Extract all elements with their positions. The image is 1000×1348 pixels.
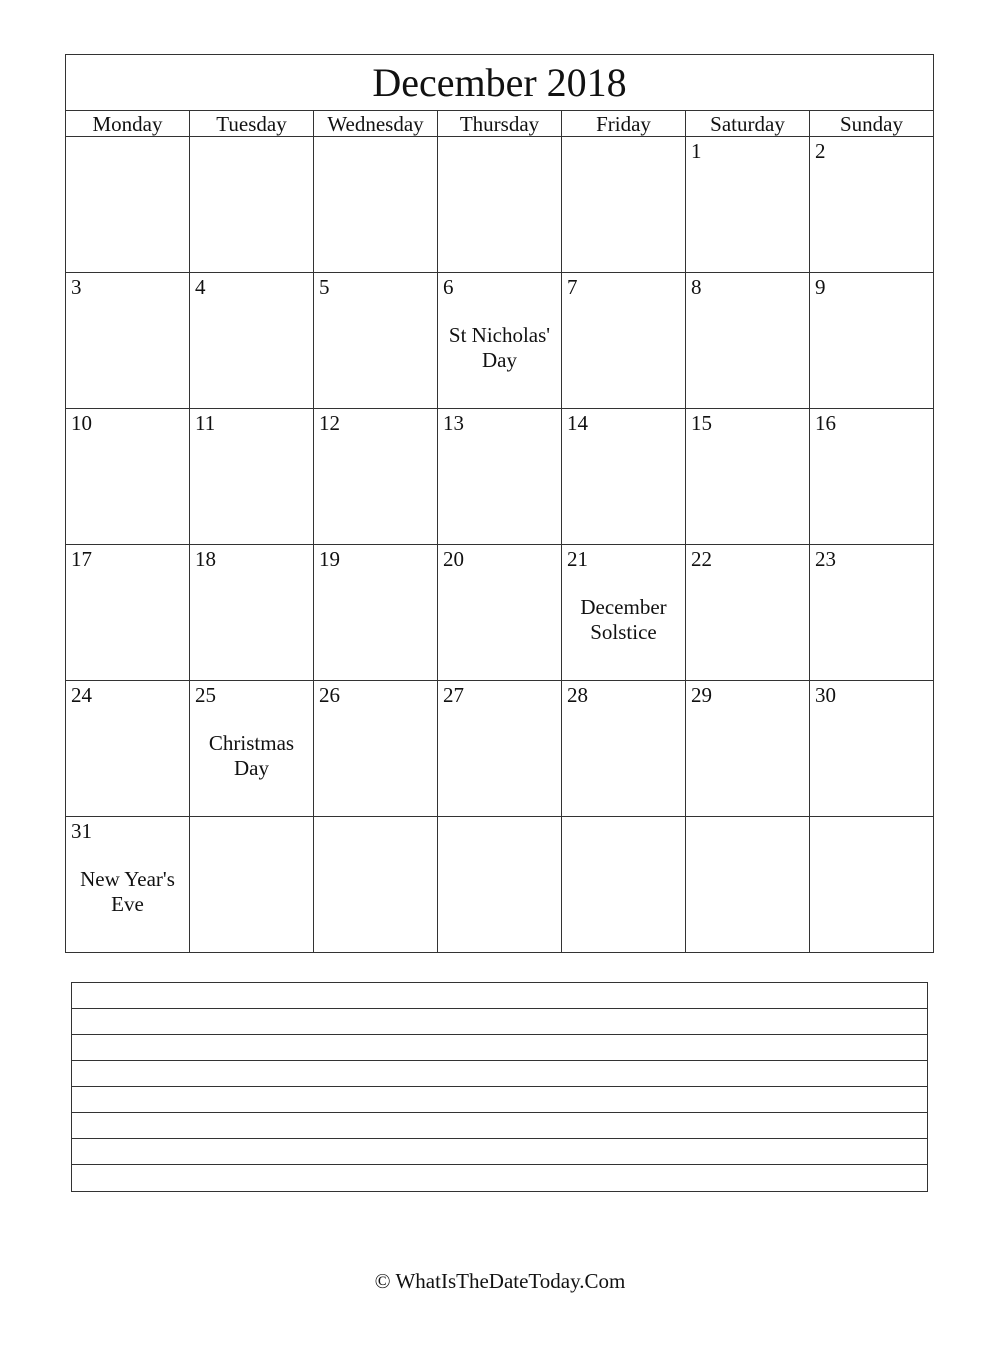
day-number: 3 (71, 275, 82, 299)
day-number: 10 (71, 411, 92, 435)
day-cell[interactable] (562, 681, 686, 817)
day-cell[interactable] (314, 409, 438, 545)
notes-area[interactable] (71, 982, 928, 1192)
day-cell[interactable] (810, 681, 934, 817)
day-cell[interactable] (562, 545, 686, 681)
holiday-label: December Solstice (580, 595, 667, 644)
day-number: 16 (815, 411, 836, 435)
day-cell[interactable] (190, 137, 314, 273)
day-cell[interactable] (686, 137, 810, 273)
day-cell[interactable] (190, 545, 314, 681)
note-line[interactable] (72, 1087, 927, 1113)
day-cell[interactable] (438, 817, 562, 953)
weekday-header-friday: Friday (562, 111, 686, 137)
week-row (66, 273, 934, 409)
note-line[interactable] (72, 983, 927, 1009)
day-number: 17 (71, 547, 92, 571)
week-row (66, 137, 934, 273)
day-number: 1 (691, 139, 702, 163)
day-cell[interactable] (314, 273, 438, 409)
day-cell[interactable] (66, 137, 190, 273)
day-number: 11 (195, 411, 216, 435)
weekday-header-wednesday: Wednesday (314, 111, 438, 137)
day-cell[interactable] (66, 273, 190, 409)
day-number: 2 (815, 139, 826, 163)
week-row (66, 545, 934, 681)
day-cell[interactable] (66, 681, 190, 817)
day-cell[interactable] (562, 273, 686, 409)
day-cell[interactable] (190, 681, 314, 817)
day-number: 29 (691, 683, 712, 707)
day-number: 26 (319, 683, 340, 707)
day-cell[interactable] (810, 137, 934, 273)
day-number: 24 (71, 683, 92, 707)
day-cell[interactable] (562, 817, 686, 953)
day-cell[interactable] (314, 137, 438, 273)
day-cell[interactable] (314, 817, 438, 953)
calendar-grid (65, 54, 934, 953)
weekday-header-monday: Monday (66, 111, 190, 137)
day-number: 12 (319, 411, 340, 435)
note-line[interactable] (72, 1113, 927, 1139)
weekday-header-row (66, 111, 934, 137)
calendar-body (66, 137, 934, 953)
day-cell[interactable] (686, 273, 810, 409)
weekday-header-saturday: Saturday (686, 111, 810, 137)
weekday-header-thursday: Thursday (438, 111, 562, 137)
day-cell[interactable] (686, 817, 810, 953)
day-number: 18 (195, 547, 216, 571)
day-cell[interactable] (562, 409, 686, 545)
day-cell[interactable] (810, 409, 934, 545)
holiday-label: St Nicholas' Day (448, 323, 551, 372)
day-number: 28 (567, 683, 588, 707)
day-number: 5 (319, 275, 330, 299)
day-number: 7 (567, 275, 578, 299)
day-cell[interactable] (810, 545, 934, 681)
day-number: 30 (815, 683, 836, 707)
day-number: 21 (567, 547, 588, 571)
day-number: 14 (567, 411, 588, 435)
day-cell[interactable] (686, 545, 810, 681)
week-row (66, 817, 934, 953)
calendar-title: December 2018 (66, 55, 934, 111)
day-cell[interactable] (438, 681, 562, 817)
day-number: 6 (443, 275, 454, 299)
weekday-header-sunday: Sunday (810, 111, 934, 137)
day-cell[interactable] (438, 137, 562, 273)
day-number: 27 (443, 683, 464, 707)
note-line[interactable] (72, 1165, 927, 1191)
day-cell[interactable] (66, 545, 190, 681)
day-number: 22 (691, 547, 712, 571)
day-number: 9 (815, 275, 826, 299)
note-line[interactable] (72, 1009, 927, 1035)
day-cell[interactable] (810, 273, 934, 409)
day-number: 23 (815, 547, 836, 571)
day-cell[interactable] (190, 409, 314, 545)
day-number: 13 (443, 411, 464, 435)
day-cell[interactable] (810, 817, 934, 953)
day-cell[interactable] (190, 273, 314, 409)
day-cell[interactable] (438, 273, 562, 409)
note-line[interactable] (72, 1061, 927, 1087)
note-line[interactable] (72, 1035, 927, 1061)
week-row (66, 409, 934, 545)
day-number: 25 (195, 683, 216, 707)
day-cell[interactable] (438, 545, 562, 681)
day-cell[interactable] (314, 681, 438, 817)
copyright-footer: © WhatIsTheDateToday.Com (374, 1269, 626, 1293)
day-cell[interactable] (190, 817, 314, 953)
day-cell[interactable] (314, 545, 438, 681)
day-cell[interactable] (66, 409, 190, 545)
day-number: 19 (319, 547, 340, 571)
day-number: 15 (691, 411, 712, 435)
day-cell[interactable] (562, 137, 686, 273)
day-cell[interactable] (438, 409, 562, 545)
holiday-label: Christmas Day (208, 731, 295, 780)
week-row (66, 681, 934, 817)
day-cell[interactable] (66, 817, 190, 953)
day-number: 8 (691, 275, 702, 299)
day-cell[interactable] (686, 681, 810, 817)
weekday-header-tuesday: Tuesday (190, 111, 314, 137)
note-line[interactable] (72, 1139, 927, 1165)
day-cell[interactable] (686, 409, 810, 545)
day-number: 31 (71, 819, 92, 843)
holiday-label: New Year's Eve (80, 867, 175, 916)
day-number: 20 (443, 547, 464, 571)
day-number: 4 (195, 275, 206, 299)
